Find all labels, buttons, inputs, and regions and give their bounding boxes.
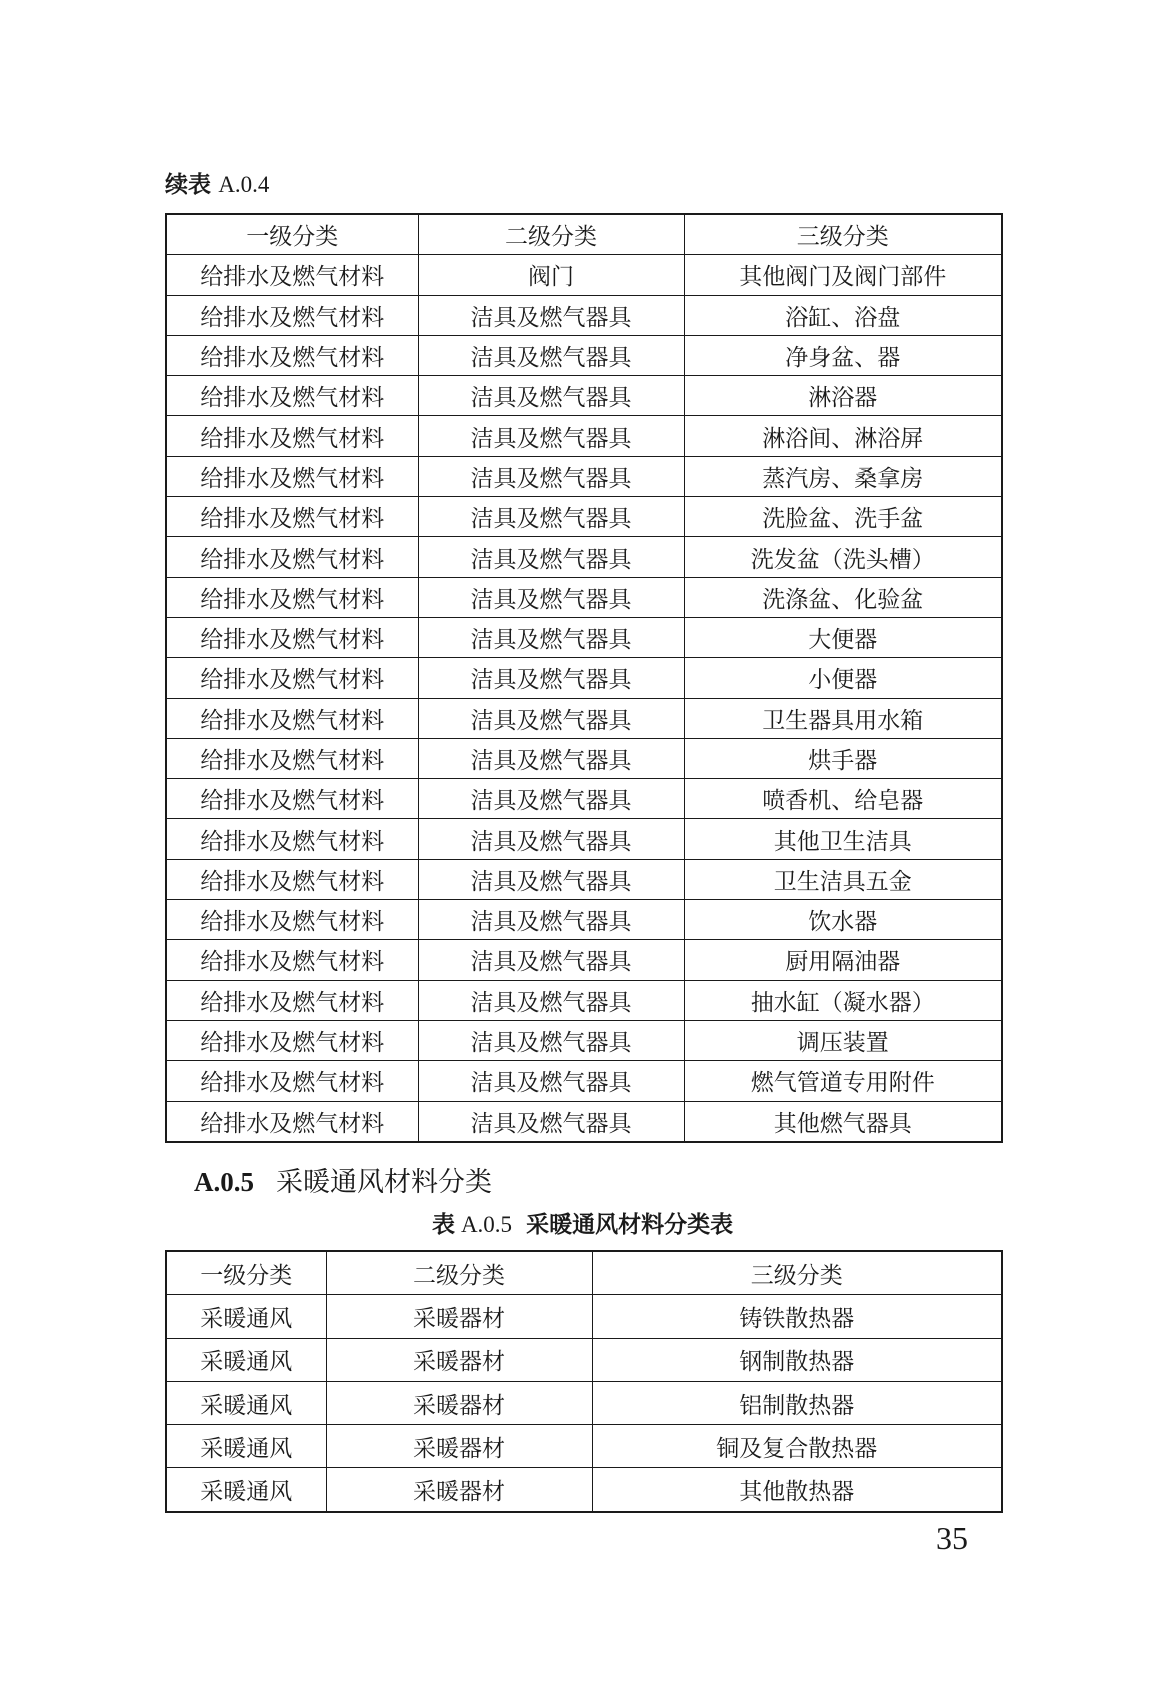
table-row [166,1338,1002,1381]
table-cell: 洁具及燃气器具 [418,980,684,1020]
table-cell: 洁具及燃气器具 [418,940,684,980]
table-row [166,497,1002,537]
table-row [166,335,1002,375]
table-row [166,900,1002,940]
table-row [166,698,1002,738]
table-cell: 采暖通风 [166,1295,326,1338]
heating-ventilation-table [165,1250,1003,1513]
table-cell: 给排水及燃气材料 [166,416,418,456]
table-cell: 其他燃气器具 [684,1101,1002,1142]
table-cell: 淋浴间、淋浴屏 [684,416,1002,456]
table-row [166,617,1002,657]
table-cell: 给排水及燃气材料 [166,376,418,416]
material-classification-table-continued [165,213,1003,1143]
table-cell: 给排水及燃气材料 [166,497,418,537]
column-header: 三级分类 [684,214,1002,255]
table-cell: 给排水及燃气材料 [166,1061,418,1101]
table-row [166,1101,1002,1142]
table-cell: 给排水及燃气材料 [166,537,418,577]
table-cell: 浴缸、浴盘 [684,295,1002,335]
table-cell: 蒸汽房、桑拿房 [684,456,1002,496]
header-row [166,1251,1002,1295]
table-cell: 洁具及燃气器具 [418,577,684,617]
caption-number: A.0.4 [218,172,270,197]
table-row [166,1295,1002,1338]
table-cell: 厨用隔油器 [684,940,1002,980]
table-cell: 淋浴器 [684,376,1002,416]
table-cell: 给排水及燃气材料 [166,1101,418,1142]
table-cell: 洁具及燃气器具 [418,497,684,537]
table-cell: 卫生洁具五金 [684,859,1002,899]
table-cell: 采暖器材 [326,1468,592,1512]
table-cell: 洁具及燃气器具 [418,900,684,940]
table-row [166,295,1002,335]
table-cell: 洁具及燃气器具 [418,1101,684,1142]
section-heading [194,1164,492,1201]
caption-prefix: 表 [431,1212,455,1238]
table-cell: 铜及复合散热器 [592,1425,1002,1468]
table-cell: 洁具及燃气器具 [418,456,684,496]
table-row [166,1425,1002,1468]
table-cell: 洗涤盆、化验盆 [684,577,1002,617]
table-cell: 其他散热器 [592,1468,1002,1512]
table-cell: 卫生器具用水箱 [684,698,1002,738]
column-header: 一级分类 [166,1251,326,1295]
table-cell: 给排水及燃气材料 [166,980,418,1020]
table-cell: 给排水及燃气材料 [166,295,418,335]
table-caption [0,1210,1165,1240]
table-row [166,940,1002,980]
table-cell: 洁具及燃气器具 [418,1020,684,1060]
table-cell: 燃气管道专用附件 [684,1061,1002,1101]
table-cell: 给排水及燃气材料 [166,738,418,778]
table-cell: 给排水及燃气材料 [166,1020,418,1060]
table-cell: 洁具及燃气器具 [418,698,684,738]
table-cell: 洁具及燃气器具 [418,617,684,657]
table-row [166,376,1002,416]
table-cell: 洁具及燃气器具 [418,658,684,698]
table-cell: 给排水及燃气材料 [166,335,418,375]
table-cell: 洁具及燃气器具 [418,819,684,859]
table-cell: 给排水及燃气材料 [166,698,418,738]
table-cell: 调压装置 [684,1020,1002,1060]
table-row [166,738,1002,778]
table-cell: 给排水及燃气材料 [166,859,418,899]
table-caption-continued [165,170,269,200]
table-cell: 阀门 [418,255,684,295]
table-cell: 大便器 [684,617,1002,657]
table-cell: 铸铁散热器 [592,1295,1002,1338]
header-row [166,214,1002,255]
section-number: A.0.5 [194,1167,254,1197]
caption-title: 采暖通风材料分类表 [526,1212,734,1238]
section-title: 采暖通风材料分类 [276,1167,492,1198]
table-cell: 采暖通风 [166,1425,326,1468]
table-cell: 净身盆、器 [684,335,1002,375]
column-header: 一级分类 [166,214,418,255]
table-cell: 给排水及燃气材料 [166,819,418,859]
table-cell: 其他卫生洁具 [684,819,1002,859]
table-cell: 洁具及燃气器具 [418,859,684,899]
column-header: 二级分类 [418,214,684,255]
table-cell: 洁具及燃气器具 [418,537,684,577]
table-cell: 洁具及燃气器具 [418,376,684,416]
table-cell: 饮水器 [684,900,1002,940]
table-cell: 洁具及燃气器具 [418,416,684,456]
table-row [166,1381,1002,1424]
column-header: 三级分类 [592,1251,1002,1295]
table-cell: 给排水及燃气材料 [166,577,418,617]
table-cell: 抽水缸（凝水器） [684,980,1002,1020]
table-cell: 给排水及燃气材料 [166,255,418,295]
table-row [166,658,1002,698]
table-row [166,416,1002,456]
table-cell: 给排水及燃气材料 [166,900,418,940]
table-row [166,859,1002,899]
table-cell: 洗发盆（洗头槽） [684,537,1002,577]
table-cell: 采暖通风 [166,1338,326,1381]
table-row [166,779,1002,819]
table-cell: 其他阀门及阀门部件 [684,255,1002,295]
table-row [166,456,1002,496]
table-cell: 喷香机、给皂器 [684,779,1002,819]
table-cell: 给排水及燃气材料 [166,940,418,980]
table-cell: 采暖器材 [326,1381,592,1424]
table-cell: 洁具及燃气器具 [418,779,684,819]
table-cell: 给排水及燃气材料 [166,456,418,496]
page-number: 35 [936,1520,968,1556]
table-cell: 洁具及燃气器具 [418,738,684,778]
table-cell: 采暖器材 [326,1338,592,1381]
table-cell: 给排水及燃气材料 [166,617,418,657]
table-cell: 铝制散热器 [592,1381,1002,1424]
column-header: 二级分类 [326,1251,592,1295]
table-row [166,255,1002,295]
table-cell: 洁具及燃气器具 [418,335,684,375]
table-cell: 采暖通风 [166,1381,326,1424]
caption-prefix: 续表 [165,172,211,198]
table-row [166,1061,1002,1101]
table-cell: 采暖器材 [326,1295,592,1338]
table-row [166,1020,1002,1060]
table-cell: 小便器 [684,658,1002,698]
table-row [166,537,1002,577]
table-body [166,214,1002,1142]
caption-number: A.0.5 [460,1212,513,1237]
table-cell: 给排水及燃气材料 [166,658,418,698]
table-cell: 采暖器材 [326,1425,592,1468]
table-cell: 采暖通风 [166,1468,326,1512]
table-cell: 钢制散热器 [592,1338,1002,1381]
table-cell: 洁具及燃气器具 [418,295,684,335]
table-row [166,577,1002,617]
table-cell: 给排水及燃气材料 [166,779,418,819]
table-cell: 洁具及燃气器具 [418,1061,684,1101]
table-row [166,1468,1002,1512]
table-row [166,819,1002,859]
table-cell: 烘手器 [684,738,1002,778]
table-cell: 洗脸盆、洗手盆 [684,497,1002,537]
table-row [166,980,1002,1020]
table-body [166,1251,1002,1512]
